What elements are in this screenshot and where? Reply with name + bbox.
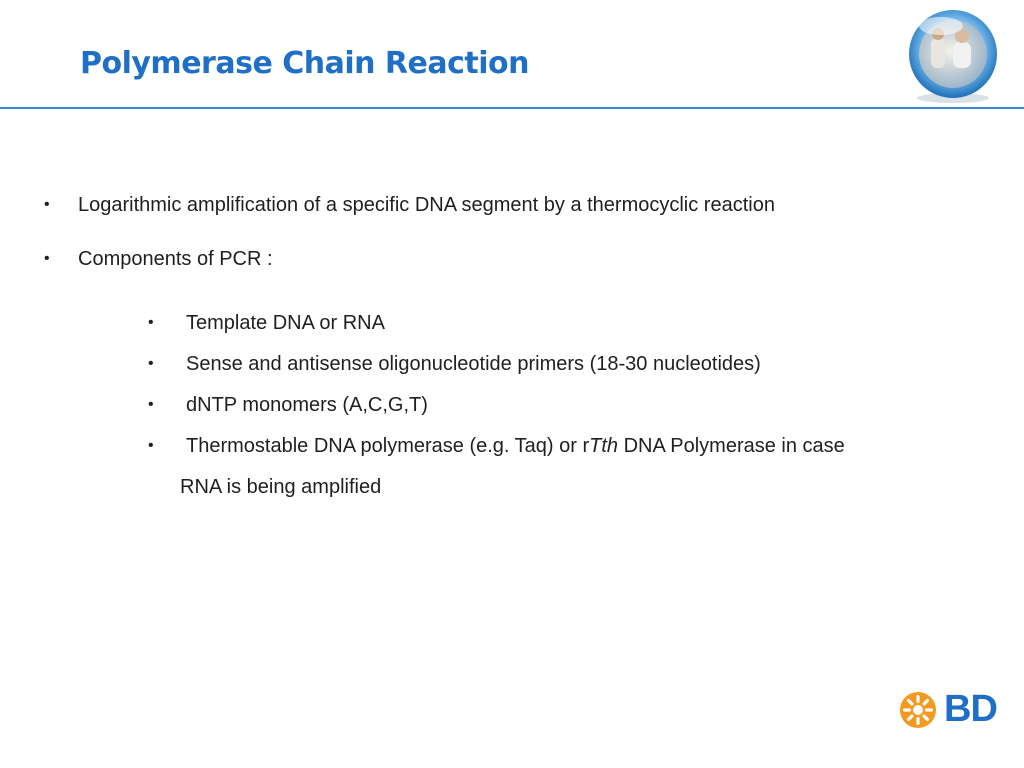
bullet-text: Components of PCR :	[78, 248, 273, 270]
bullet-marker: •	[148, 355, 154, 372]
bullet-marker: •	[44, 250, 50, 267]
sub-bullet-text: Template DNA or RNA	[186, 312, 385, 334]
sub-bullet-text-italic: Tth	[589, 435, 619, 457]
bd-logo-text: BD	[944, 688, 997, 730]
sub-bullet-item	[148, 393, 428, 417]
sub-bullet-text-prefix: Thermostable DNA polymerase (e.g. Taq) or r	[186, 435, 590, 457]
sub-bullet-continuation: RNA is being amplified	[180, 476, 382, 498]
slide-title: Polymerase Chain Reaction	[80, 46, 529, 81]
sub-bullet-text: dNTP monomers (A,C,G,T)	[186, 394, 428, 416]
header-divider	[0, 107, 1024, 109]
sub-bullet-item	[148, 311, 385, 335]
bullet-text: Logarithmic amplification of a specific DNA segment by a thermocyclic reaction	[78, 194, 775, 216]
sub-bullet-text: Sense and antisense oligonucleotide primers (18-30 nucleotides)	[186, 353, 761, 375]
bullet-marker: •	[44, 196, 50, 213]
sub-bullet-item	[148, 434, 845, 458]
bullet-item	[44, 247, 273, 271]
bullet-marker: •	[148, 396, 154, 413]
bullet-item	[44, 193, 775, 217]
globe-scientists-icon	[905, 8, 1001, 104]
bullet-marker: •	[148, 437, 154, 454]
bullet-marker: •	[148, 314, 154, 331]
sub-bullet-item	[148, 352, 761, 376]
sub-bullet-text-suffix: DNA Polymerase in case	[618, 435, 845, 457]
